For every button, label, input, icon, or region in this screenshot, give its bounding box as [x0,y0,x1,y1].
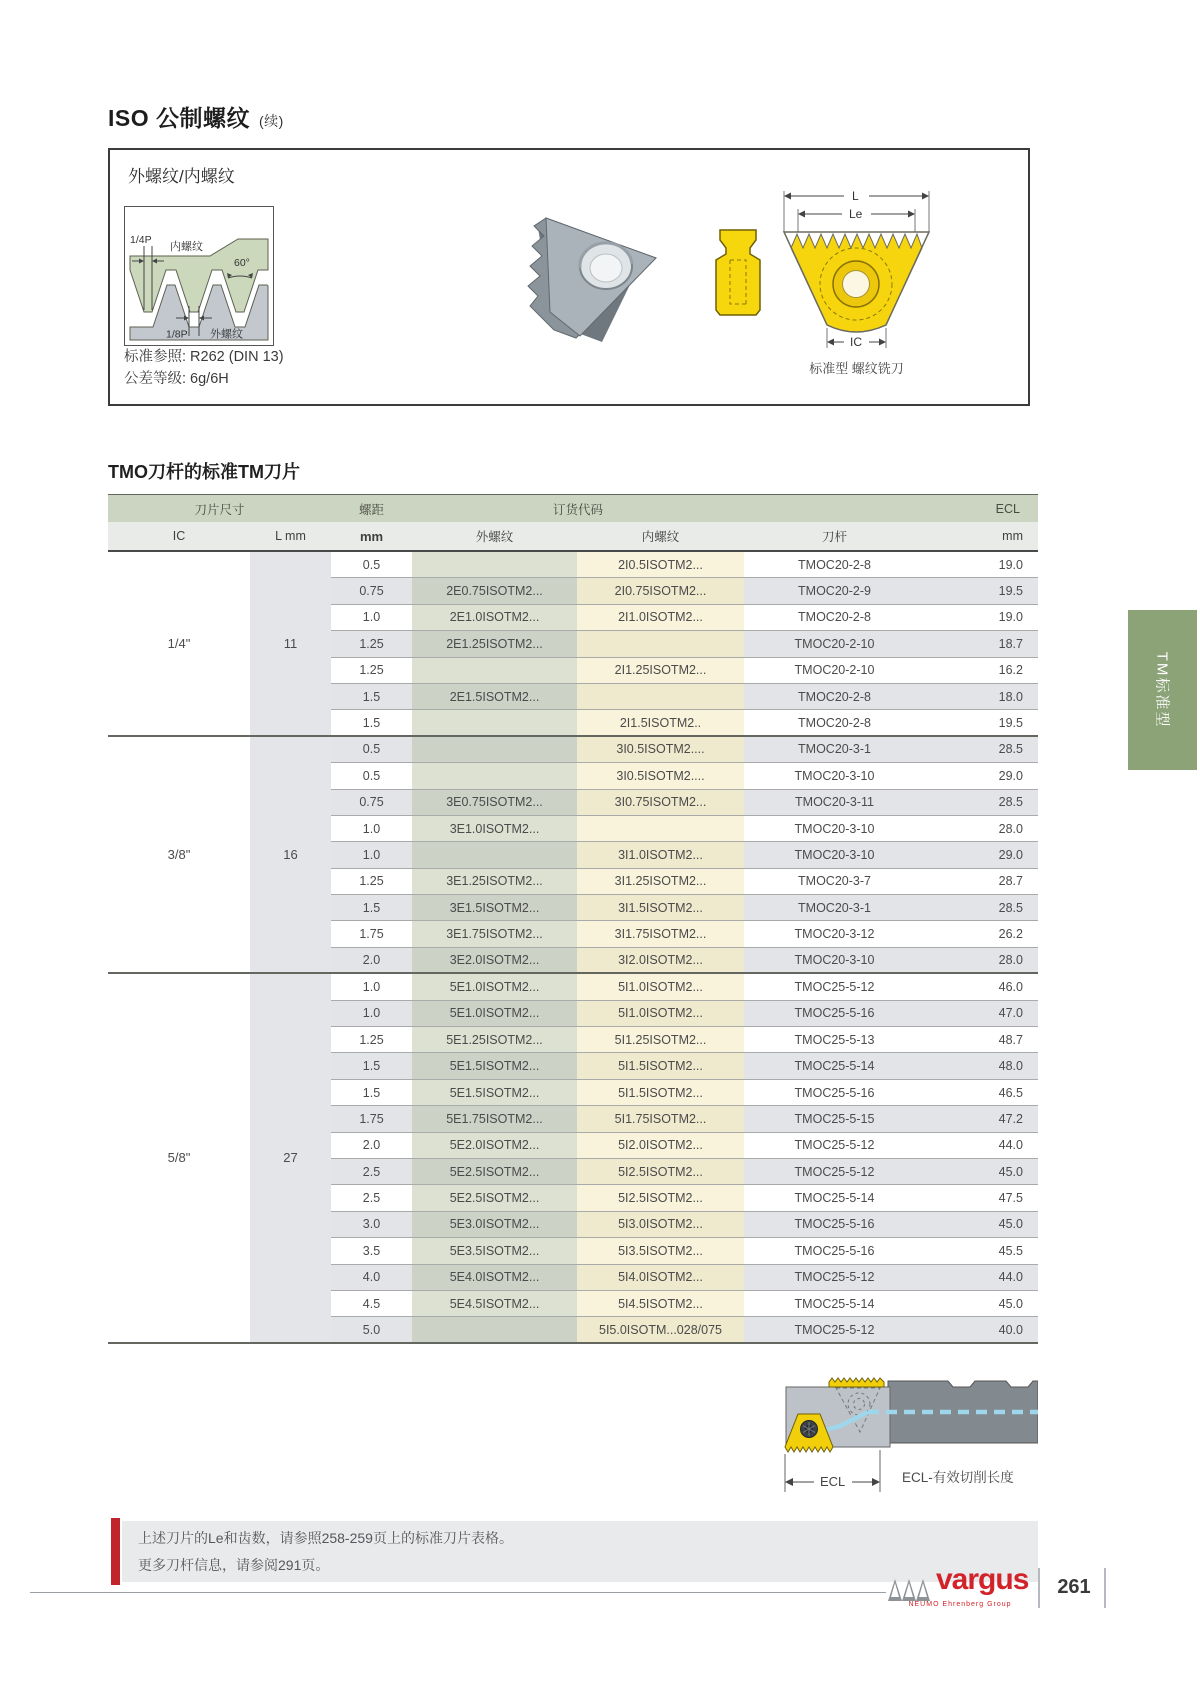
table-cell-ecl: 48.7 [925,1027,1038,1053]
thread-profile-diagram [124,206,274,346]
table-cell-ecl: 19.5 [925,710,1038,736]
table-cell-external-code: 5E1.75ISOTM2... [412,1106,577,1132]
table-cell-ecl: 47.5 [925,1185,1038,1211]
table-cell-external-code [412,658,577,684]
table-cell-l: 27 [250,974,331,1343]
table-cell-pitch: 1.25 [331,1027,412,1053]
table-cell-pitch: 4.5 [331,1291,412,1317]
table-cell-external-code: 3E1.75ISOTM2... [412,921,577,947]
note-accent-bar [111,1518,120,1585]
table-cell-pitch: 3.5 [331,1238,412,1264]
table-cell-external-code: 3E1.25ISOTM2... [412,869,577,895]
table-cell-internal-code: 5I2.5ISOTM2... [577,1185,744,1211]
vargus-logo-icon [888,1577,934,1601]
table-cell-internal-code: 3I1.0ISOTM2... [577,842,744,868]
table-cell-external-code: 5E1.0ISOTM2... [412,974,577,1000]
table-cell-toolholder: TMOC20-3-7 [744,869,925,895]
table-cell-ecl: 29.0 [925,763,1038,789]
table-cell-internal-code: 5I3.5ISOTM2... [577,1238,744,1264]
table-cell-external-code: 3E0.75ISOTM2... [412,790,577,816]
table-cell-external-code: 2E1.0ISOTM2... [412,605,577,631]
sidebar-tab-label: TM标准型 [1153,651,1170,729]
section-heading: 外螺纹/内螺纹 [128,167,235,186]
table-cell-pitch: 1.5 [331,710,412,736]
insert-caption: 标准型 螺纹铣刀 [809,361,904,376]
table-cell-pitch: 4.0 [331,1265,412,1291]
table-body [108,552,1038,1344]
table-cell-external-code [412,737,577,763]
table-cell-external-code [412,710,577,736]
table-cell-toolholder: TMOC20-3-11 [744,790,925,816]
note-box [122,1521,1038,1582]
footer-divider [1104,1568,1106,1608]
table-cell-external-code: 2E1.25ISOTM2... [412,631,577,657]
table-cell-ecl: 28.5 [925,895,1038,921]
table-subheader-row [108,522,1038,552]
table-cell-toolholder: TMOC20-2-10 [744,631,925,657]
table-cell-toolholder: TMOC25-5-12 [744,1159,925,1185]
table-cell-ecl: 26.2 [925,921,1038,947]
table-cell-ecl: 45.0 [925,1212,1038,1238]
table-cell-ecl: 28.5 [925,790,1038,816]
standard-reference [124,346,284,390]
page-title-text: ISO 公制螺纹 [108,105,251,131]
table-cell-toolholder: TMOC25-5-16 [744,1238,925,1264]
dim-l-label: L [852,189,859,203]
dim-quarter-p: 1/4P [130,234,152,246]
table-cell-pitch: 1.0 [331,974,412,1000]
table-cell-internal-code: 5I2.0ISOTM2... [577,1133,744,1159]
table-cell-external-code: 5E4.5ISOTM2... [412,1291,577,1317]
table-cell-pitch: 2.0 [331,948,412,974]
table-cell-ecl: 19.5 [925,578,1038,604]
header-ecl: ECL [995,501,1020,516]
table-cell-internal-code: 5I5.0ISOTM...028/075 [577,1317,744,1343]
toolholder-diagram [608,1342,1038,1507]
table-cell-ecl: 45.0 [925,1159,1038,1185]
table-cell-internal-code: 3I0.75ISOTM2... [577,790,744,816]
table-cell-toolholder: TMOC20-2-8 [744,710,925,736]
table-cell-ecl: 28.5 [925,737,1038,763]
table-cell-l: 11 [250,552,331,737]
internal-thread-label: 内螺纹 [170,241,203,253]
insert-front-drawing [774,186,939,356]
table-cell-ecl: 19.0 [925,605,1038,631]
table-cell-external-code: 5E1.25ISOTM2... [412,1027,577,1053]
table-cell-internal-code: 3I1.5ISOTM2... [577,895,744,921]
table-cell-internal-code: 3I1.25ISOTM2... [577,869,744,895]
external-thread-label: 外螺纹 [210,328,243,341]
table-cell-ecl: 18.0 [925,684,1038,710]
table-cell-internal-code [577,816,744,842]
table-cell-pitch: 1.0 [331,605,412,631]
table-cell-internal-code [577,684,744,710]
table-cell-external-code: 3E1.0ISOTM2... [412,816,577,842]
table-cell-external-code: 5E2.5ISOTM2... [412,1185,577,1211]
note-line-1: 上述刀片的Le和齿数，请参照258-259页上的标准刀片表格。 [138,1530,513,1546]
table-cell-pitch: 1.25 [331,631,412,657]
table-cell-toolholder: TMOC25-5-13 [744,1027,925,1053]
table-cell-ecl: 28.7 [925,869,1038,895]
table-cell-internal-code: 2I1.0ISOTM2... [577,605,744,631]
table-cell-ecl: 29.0 [925,842,1038,868]
insert-table [108,494,1038,1344]
table-cell-ic: 5/8" [108,974,250,1343]
table-cell-toolholder: TMOC20-2-8 [744,605,925,631]
table-cell-internal-code: 5I1.75ISOTM2... [577,1106,744,1132]
table-cell-pitch: 2.0 [331,1133,412,1159]
table-cell-toolholder: TMOC25-5-15 [744,1106,925,1132]
title-suffix: (续) [259,113,284,129]
table-cell-ecl: 44.0 [925,1133,1038,1159]
page-title [108,100,284,133]
thread-angle-label: 60° [234,257,250,269]
table-cell-toolholder: TMOC25-5-14 [744,1185,925,1211]
table-cell-toolholder: TMOC20-2-9 [744,578,925,604]
table-cell-pitch: 1.25 [331,658,412,684]
table-cell-pitch: 2.5 [331,1159,412,1185]
table-cell-toolholder: TMOC20-2-8 [744,552,925,578]
ecl-caption: ECL-有效切削长度 [902,1470,1014,1485]
table-cell-internal-code: 2I1.5ISOTM2.. [577,710,744,736]
table-cell-pitch: 0.5 [331,763,412,789]
table-cell-toolholder: TMOC20-3-10 [744,948,925,974]
note-line-2: 更多刀杆信息，请参阅291页。 [138,1557,330,1573]
table-cell-internal-code: 2I0.5ISOTM2... [577,552,744,578]
table-cell-internal-code [577,631,744,657]
table-cell-toolholder: TMOC25-5-12 [744,1265,925,1291]
table-cell-pitch: 0.5 [331,552,412,578]
table-cell-external-code: 3E2.0ISOTM2... [412,948,577,974]
table-cell-pitch: 1.5 [331,1053,412,1079]
table-cell-ecl: 28.0 [925,816,1038,842]
table-cell-pitch: 1.25 [331,869,412,895]
table-cell-external-code: 5E3.5ISOTM2... [412,1238,577,1264]
table-cell-external-code: 2E0.75ISOTM2... [412,578,577,604]
table-cell-ecl: 47.0 [925,1001,1038,1027]
ecl-dim-label: ECL [820,1474,846,1489]
table-cell-internal-code: 3I1.75ISOTM2... [577,921,744,947]
page-number: 261 [1057,1576,1091,1598]
table-cell-toolholder: TMOC20-3-10 [744,763,925,789]
table-cell-external-code: 5E2.0ISOTM2... [412,1133,577,1159]
vargus-brand-text: vargus [936,1563,1029,1596]
sidebar-tab-tm-standard[interactable] [1128,610,1197,770]
table-cell-pitch: 1.0 [331,1001,412,1027]
table-cell-toolholder: TMOC20-3-12 [744,921,925,947]
table-cell-pitch: 1.0 [331,816,412,842]
table-cell-internal-code: 2I1.25ISOTM2... [577,658,744,684]
table-cell-pitch: 1.5 [331,895,412,921]
col-header-pitch-mm: mm [359,528,384,544]
table-cell-external-code: 5E1.5ISOTM2... [412,1080,577,1106]
col-header-external: 外螺纹 [475,530,514,544]
table-cell-toolholder: TMOC20-3-10 [744,816,925,842]
table-cell-ecl: 18.7 [925,631,1038,657]
standard-ref-line: 标准参照: R262 (DIN 13) [124,349,284,365]
table-cell-toolholder: TMOC25-5-14 [744,1291,925,1317]
table-cell-pitch: 5.0 [331,1317,412,1343]
table-cell-ecl: 45.5 [925,1238,1038,1264]
table-cell-pitch: 1.5 [331,1080,412,1106]
table-cell-external-code: 5E4.0ISOTM2... [412,1265,577,1291]
table-cell-internal-code: 5I4.0ISOTM2... [577,1265,744,1291]
footer-rule [30,1592,886,1593]
table-cell-pitch: 0.75 [331,790,412,816]
table-cell-internal-code: 5I1.0ISOTM2... [577,1001,744,1027]
tolerance-line: 公差等级: 6g/6H [124,371,229,387]
table-cell-pitch: 0.5 [331,737,412,763]
table-cell-external-code: 5E2.5ISOTM2... [412,1159,577,1185]
table-cell-ecl: 40.0 [925,1317,1038,1343]
table-cell-internal-code: 5I1.25ISOTM2... [577,1027,744,1053]
table-cell-pitch: 0.75 [331,578,412,604]
footer-divider [1038,1568,1040,1608]
table-cell-toolholder: TMOC25-5-12 [744,1317,925,1343]
top-insert [829,1378,884,1387]
table-cell-internal-code: 5I1.5ISOTM2... [577,1053,744,1079]
table-cell-pitch: 1.0 [331,842,412,868]
header-pitch: 螺距 [358,502,384,517]
table-cell-toolholder: TMOC25-5-16 [744,1080,925,1106]
table-cell-l: 16 [250,737,331,975]
section-box [108,148,1030,406]
dim-ic-label: IC [850,335,862,349]
table-cell-external-code: 2E1.5ISOTM2... [412,684,577,710]
table-cell-external-code [412,763,577,789]
col-header-ecl-mm: mm [1002,529,1023,543]
table-cell-ecl: 47.2 [925,1106,1038,1132]
insert-photo [514,202,669,347]
table-cell-ecl: 48.0 [925,1053,1038,1079]
table-cell-pitch: 1.75 [331,921,412,947]
table-cell-external-code [412,552,577,578]
header-order-code: 订货代码 [552,502,603,517]
col-header-ic: IC [172,529,186,543]
table-cell-internal-code: 3I2.0ISOTM2... [577,948,744,974]
col-header-holder: 刀杆 [821,530,847,544]
table-cell-internal-code: 5I1.0ISOTM2... [577,974,744,1000]
table-cell-toolholder: TMOC25-5-12 [744,974,925,1000]
table-cell-ic: 1/4" [108,552,250,737]
table-cell-external-code: 5E1.5ISOTM2... [412,1053,577,1079]
table-cell-toolholder: TMOC20-3-10 [744,842,925,868]
table-cell-ic: 3/8" [108,737,250,975]
table-cell-internal-code: 5I1.5ISOTM2... [577,1080,744,1106]
table-cell-pitch: 2.5 [331,1185,412,1211]
table-cell-external-code: 3E1.5ISOTM2... [412,895,577,921]
header-insert-size: 刀片尺寸 [194,502,245,517]
table-cell-toolholder: TMOC25-5-12 [744,1133,925,1159]
table-title: TMO刀杆的标准TM刀片 [108,462,300,482]
table-cell-ecl: 44.0 [925,1265,1038,1291]
table-cell-toolholder: TMOC20-3-1 [744,737,925,763]
insert-side-view [710,226,766,319]
table-header-band [108,494,1038,522]
table-cell-pitch: 1.5 [331,684,412,710]
table-cell-toolholder: TMOC25-5-16 [744,1212,925,1238]
table-cell-toolholder: TMOC25-5-14 [744,1053,925,1079]
table-cell-internal-code: 5I2.5ISOTM2... [577,1159,744,1185]
table-cell-pitch: 1.75 [331,1106,412,1132]
table-cell-toolholder: TMOC20-2-10 [744,658,925,684]
table-cell-external-code: 5E1.0ISOTM2... [412,1001,577,1027]
table-cell-external-code [412,1317,577,1343]
dim-eighth-p: 1/8P [166,328,188,341]
table-cell-ecl: 45.0 [925,1291,1038,1317]
col-header-internal: 内螺纹 [641,530,680,544]
table-cell-internal-code: 5I4.5ISOTM2... [577,1291,744,1317]
table-cell-ecl: 16.2 [925,658,1038,684]
vargus-brand-subtext: NEUMO Ehrenberg Group [908,1601,1012,1608]
table-cell-internal-code: 3I0.5ISOTM2.... [577,763,744,789]
table-cell-external-code: 5E3.0ISOTM2... [412,1212,577,1238]
table-cell-ecl: 19.0 [925,552,1038,578]
table-cell-toolholder: TMOC20-2-8 [744,684,925,710]
table-cell-ecl: 28.0 [925,948,1038,974]
table-cell-toolholder: TMOC25-5-16 [744,1001,925,1027]
table-cell-external-code [412,842,577,868]
table-cell-toolholder: TMOC20-3-1 [744,895,925,921]
table-cell-internal-code: 5I3.0ISOTM2... [577,1212,744,1238]
table-cell-internal-code: 3I0.5ISOTM2.... [577,737,744,763]
table-cell-ecl: 46.0 [925,974,1038,1000]
table-cell-internal-code: 2I0.75ISOTM2... [577,578,744,604]
table-cell-ecl: 46.5 [925,1080,1038,1106]
col-header-l: L mm [275,529,306,543]
dim-le-label: Le [849,207,863,221]
table-cell-pitch: 3.0 [331,1212,412,1238]
